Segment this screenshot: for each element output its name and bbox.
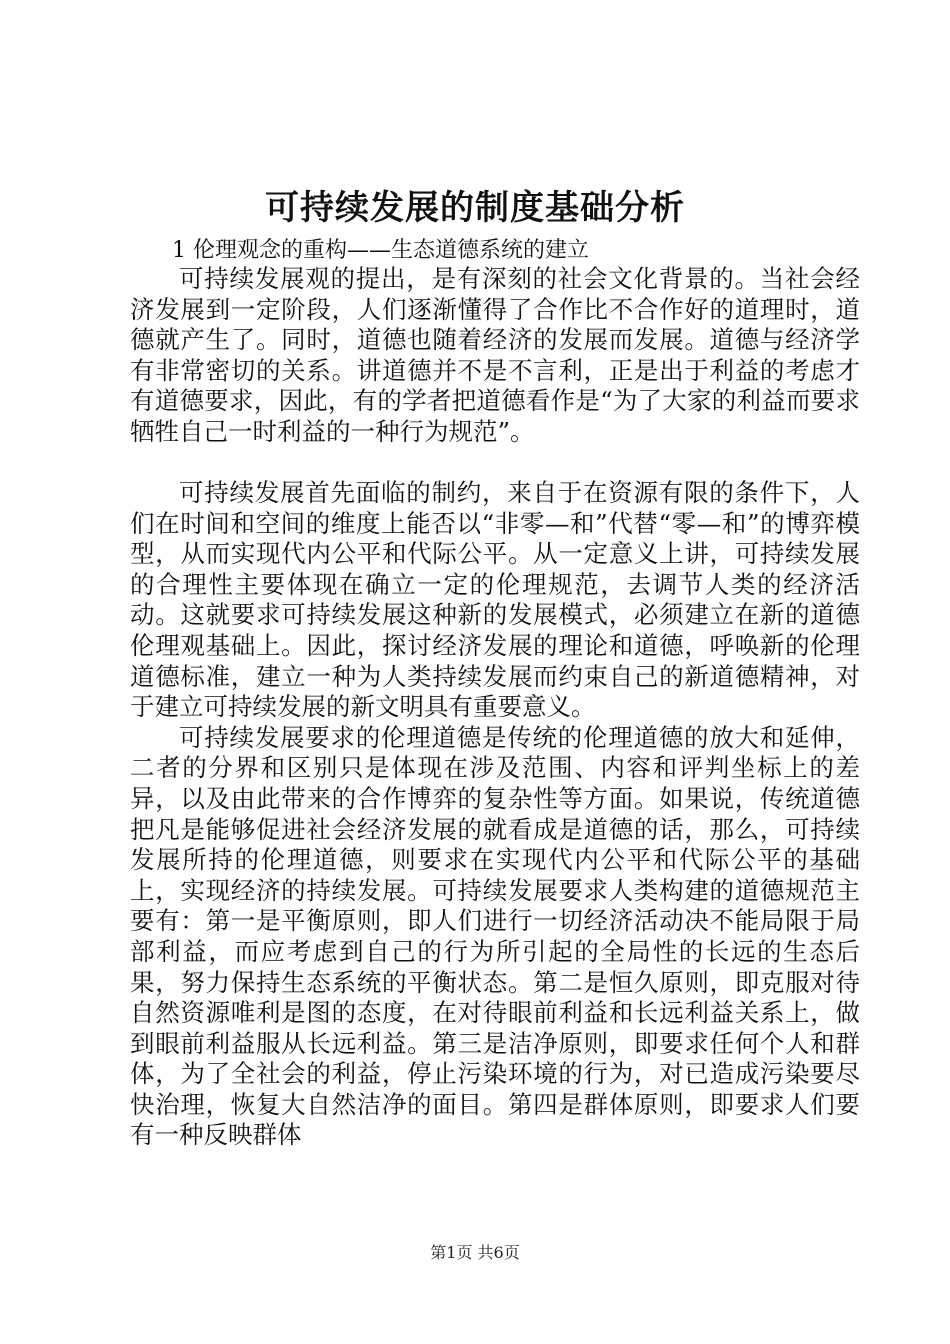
- document-title: 可持续发展的制度基础分析: [265, 188, 685, 228]
- body-block-first: [130, 264, 860, 448]
- paragraph: 可持续发展观的提出，是有深刻的社会文化背景的。当社会经济发展到一定阶段，人们逐渐懂得了合作比不合作好的道理时，道德就产生了。同时，道德也随着经济的发展而发展。道德与经济学有非常密切的关系。讲道德并不是不言利，正是出于利益的考虑才有道德要求，因此，有的学者把道德看作是“为了大家的利益而要求牺牲自己一时利益的一种行为规范”。: [130, 264, 860, 446]
- paragraph: 可持续发展要求的伦理道德是传统的伦理道德的放大和延伸，二者的分界和区别只是体现在涉及范围、内容和评判坐标上的差异，以及由此带来的合作博弈的复杂性等方面。如果说，传统道德把凡是能够促进社会经济发展的就看成是道德的话，那么，可持续发展所持的伦理道德，则要求在实现代内公平和代际公平的基础上，实现经济的持续发展。可持续发展要求人类构建的道德规范主要有：第一是平衡原则，即人们进行一切经济活动决不能局限于局部利益，而应考虑到自己的行为所引起的全局性的长远的生态后果，努力保持生态系统的平衡状态。第二是恒久原则，即克服对待自然资源唯利是图的态度，在对待眼前利益和长远利益关系上，做到眼前利益服从长远利益。第三是洁净原则，即要求任何个人和群体，为了全社会的利益，停止污染环境的行为，对已造成污染要尽快治理，恢复大自然洁净的面目。第四是群体原则，即要求人们要有一种反映群体: [130, 722, 860, 1150]
- page-footer: 第1页 共6页: [430, 1243, 520, 1262]
- paragraph: 可持续发展首先面临的制约，来自于在资源有限的条件下，人们在时间和空间的维度上能否以“非零—和”代替“零—和”的博弈模型，从而实现代内公平和代际公平。从一定意义上讲，可持续发展的合理性主要体现在确立一定的伦理规范，去调节人类的经济活动。这就要求可持续发展这种新的发展模式，必须建立在新的道德伦理观基础上。因此，探讨经济发展的理论和道德，呼唤新的伦理道德标准，建立一种为人类持续发展而约束自己的新道德精神，对于建立可持续发展的新文明具有重要意义。: [130, 478, 860, 722]
- section-heading: 1 伦理观念的重构——生态道德系统的建立: [172, 238, 589, 263]
- body-block-second: [130, 478, 860, 1151]
